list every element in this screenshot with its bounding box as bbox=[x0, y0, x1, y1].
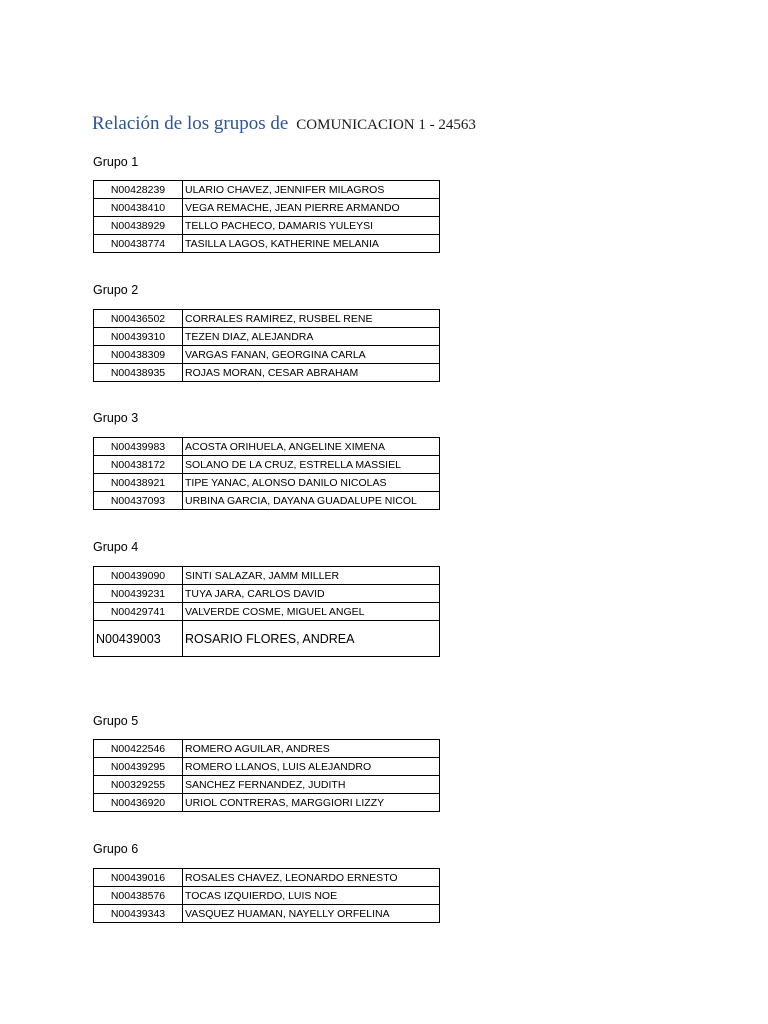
student-code: N00422546 bbox=[94, 740, 183, 758]
table-row bbox=[94, 438, 440, 456]
student-code: N00438309 bbox=[94, 346, 183, 364]
student-name: ROJAS MORAN, CESAR ABRAHAM bbox=[183, 364, 440, 382]
table-row bbox=[94, 346, 440, 364]
student-name: ULARIO CHAVEZ, JENNIFER MILAGROS bbox=[183, 181, 440, 199]
table-row bbox=[94, 869, 440, 887]
student-name: VASQUEZ HUAMAN, NAYELLY ORFELINA bbox=[183, 905, 440, 923]
group-6-table bbox=[93, 868, 440, 923]
title-main: Relación de los grupos de bbox=[92, 113, 289, 134]
table-row bbox=[94, 776, 440, 794]
student-code: N00439983 bbox=[94, 438, 183, 456]
student-code: N00429741 bbox=[94, 603, 183, 621]
student-code: N00438935 bbox=[94, 364, 183, 382]
student-code: N00329255 bbox=[94, 776, 183, 794]
student-name: TEZEN DIAZ, ALEJANDRA bbox=[183, 328, 440, 346]
student-code: N00439231 bbox=[94, 585, 183, 603]
student-name: SINTI SALAZAR, JAMM MILLER bbox=[183, 567, 440, 585]
table-row bbox=[94, 235, 440, 253]
group-3-table bbox=[93, 437, 440, 510]
student-code: N00438921 bbox=[94, 474, 183, 492]
table-row bbox=[94, 740, 440, 758]
student-name: ROSARIO FLORES, ANDREA bbox=[183, 621, 440, 657]
group-4-label: Grupo 4 bbox=[93, 540, 139, 554]
group-5-label: Grupo 5 bbox=[93, 714, 139, 728]
student-name: ROSALES CHAVEZ, LEONARDO ERNESTO bbox=[183, 869, 440, 887]
table-row bbox=[94, 217, 440, 235]
student-code: N00439310 bbox=[94, 328, 183, 346]
student-name: VARGAS FANAN, GEORGINA CARLA bbox=[183, 346, 440, 364]
table-row bbox=[94, 492, 440, 510]
table-row bbox=[94, 474, 440, 492]
student-name: ROMERO AGUILAR, ANDRES bbox=[183, 740, 440, 758]
table-row bbox=[94, 887, 440, 905]
student-name: TASILLA LAGOS, KATHERINE MELANIA bbox=[183, 235, 440, 253]
student-code: N00436502 bbox=[94, 310, 183, 328]
student-name: TIPE YANAC, ALONSO DANILO NICOLAS bbox=[183, 474, 440, 492]
student-name: URIOL CONTRERAS, MARGGIORI LIZZY bbox=[183, 794, 440, 812]
table-row bbox=[94, 905, 440, 923]
student-code: N00438410 bbox=[94, 199, 183, 217]
table-row bbox=[94, 758, 440, 776]
student-code: N00438172 bbox=[94, 456, 183, 474]
group-2-label: Grupo 2 bbox=[93, 283, 139, 297]
group-3-label: Grupo 3 bbox=[93, 411, 139, 425]
table-row bbox=[94, 310, 440, 328]
page-title bbox=[92, 100, 476, 137]
student-name: SOLANO DE LA CRUZ, ESTRELLA MASSIEL bbox=[183, 456, 440, 474]
student-name: TELLO PACHECO, DAMARIS YULEYSI bbox=[183, 217, 440, 235]
table-row bbox=[94, 585, 440, 603]
table-row bbox=[94, 794, 440, 812]
student-name: SANCHEZ FERNANDEZ, JUDITH bbox=[183, 776, 440, 794]
student-name: ROMERO LLANOS, LUIS ALEJANDRO bbox=[183, 758, 440, 776]
table-row bbox=[94, 181, 440, 199]
table-row bbox=[94, 199, 440, 217]
table-row bbox=[94, 328, 440, 346]
student-name: VEGA REMACHE, JEAN PIERRE ARMANDO bbox=[183, 199, 440, 217]
table-row bbox=[94, 456, 440, 474]
group-1-table bbox=[93, 180, 440, 253]
table-row bbox=[94, 567, 440, 585]
student-code: N00439090 bbox=[94, 567, 183, 585]
table-row bbox=[94, 364, 440, 382]
title-course: COMUNICACION 1 - 24563 bbox=[296, 117, 476, 133]
student-code: N00438576 bbox=[94, 887, 183, 905]
student-code: N00439343 bbox=[94, 905, 183, 923]
student-name: TUYA JARA, CARLOS DAVID bbox=[183, 585, 440, 603]
student-code: N00439295 bbox=[94, 758, 183, 776]
student-name: TOCAS IZQUIERDO, LUIS NOE bbox=[183, 887, 440, 905]
table-row bbox=[94, 603, 440, 621]
student-name: URBINA GARCIA, DAYANA GUADALUPE NICOL bbox=[183, 492, 440, 510]
student-code: N00438929 bbox=[94, 217, 183, 235]
student-code: N00437093 bbox=[94, 492, 183, 510]
group-5-table bbox=[93, 739, 440, 812]
group-2-table bbox=[93, 309, 440, 382]
table-row bbox=[94, 621, 440, 657]
student-name: CORRALES RAMIREZ, RUSBEL RENE bbox=[183, 310, 440, 328]
group-1-label: Grupo 1 bbox=[93, 155, 139, 169]
student-code: N00428239 bbox=[94, 181, 183, 199]
group-4-table bbox=[93, 566, 440, 657]
student-name: VALVERDE COSME, MIGUEL ANGEL bbox=[183, 603, 440, 621]
student-name: ACOSTA ORIHUELA, ANGELINE XIMENA bbox=[183, 438, 440, 456]
student-code: N00438774 bbox=[94, 235, 183, 253]
student-code: N00439003 bbox=[94, 621, 183, 657]
group-6-label: Grupo 6 bbox=[93, 842, 139, 856]
student-code: N00436920 bbox=[94, 794, 183, 812]
student-code: N00439016 bbox=[94, 869, 183, 887]
